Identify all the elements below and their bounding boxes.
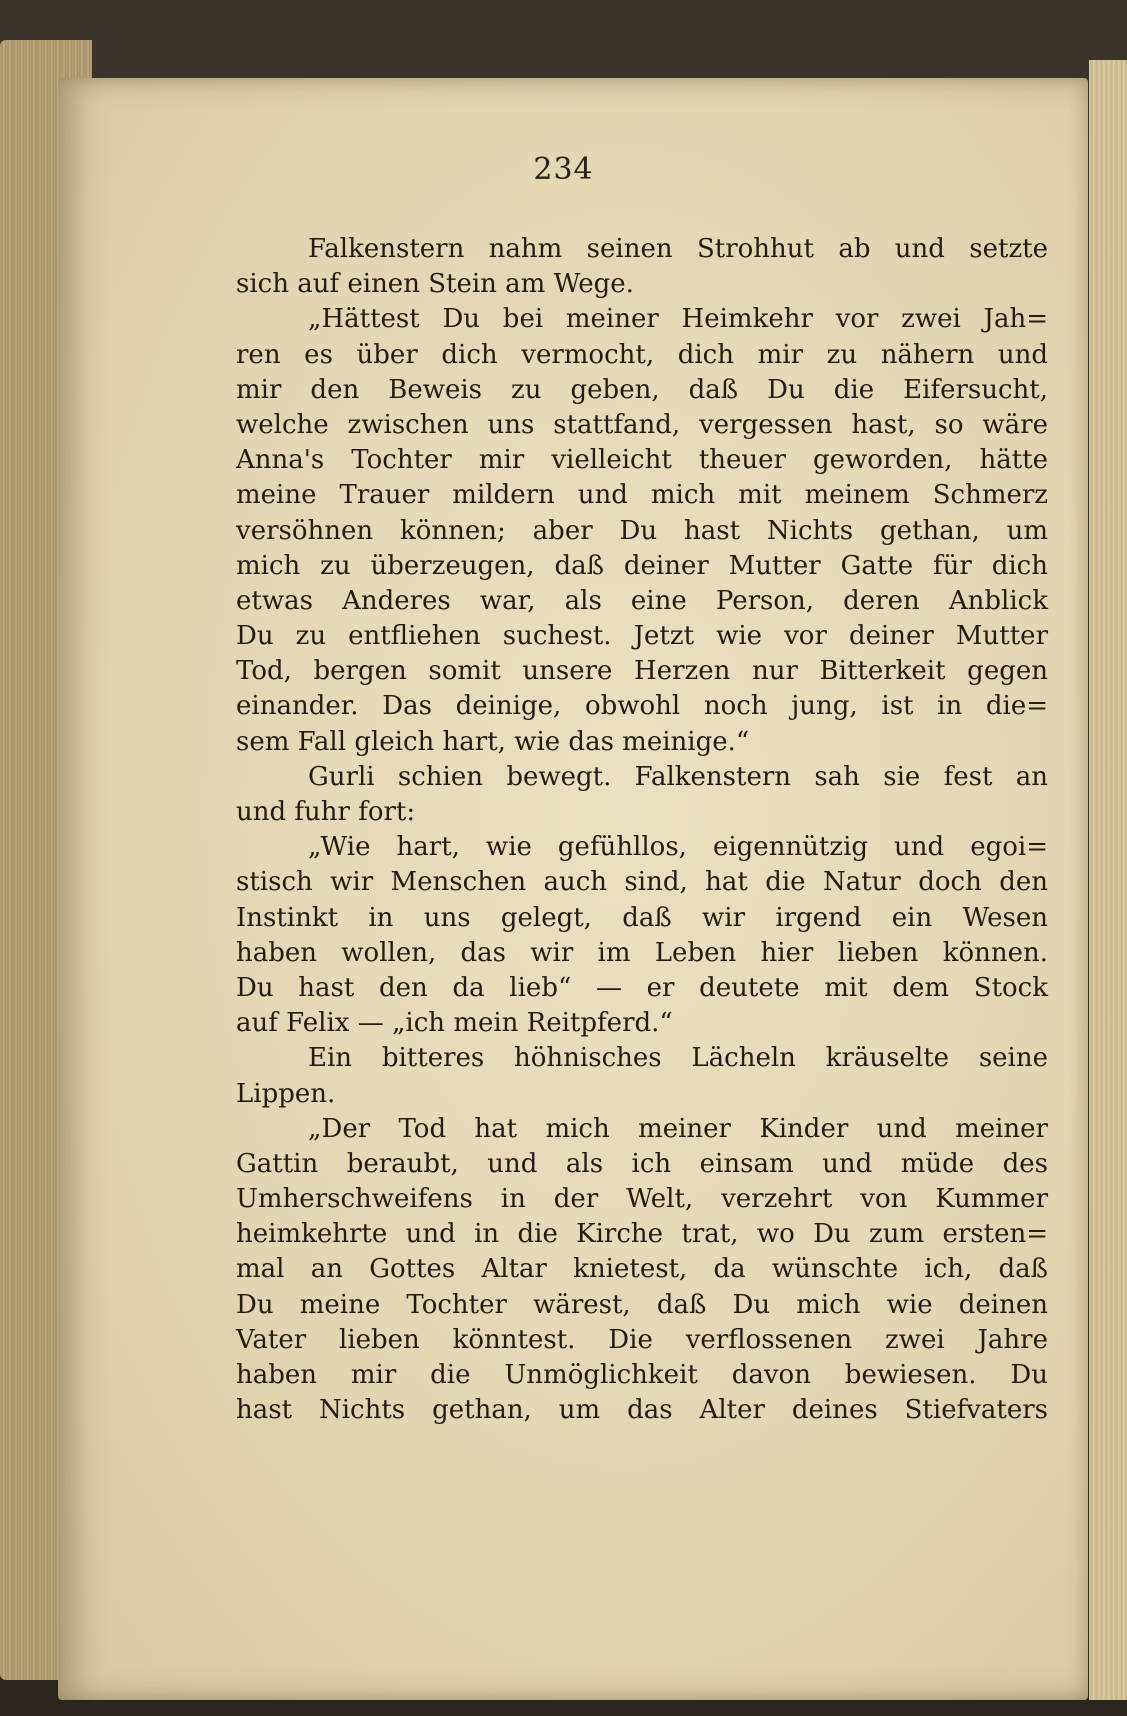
text-line: Tod, bergen somit unsere Herzen nur Bitterkeit gegen [236, 656, 1048, 687]
text-line: Anna's Tochter mir vielleicht theuer geworden, hätte [236, 445, 1048, 476]
text-line: meine Trauer mildern und mich mit meinem Schmerz [236, 480, 1048, 511]
right-page-edge [1089, 60, 1127, 1700]
text-line: etwas Anderes war, als eine Person, deren Anblick [236, 585, 1048, 616]
page-text-block [236, 232, 1048, 1428]
text-line: Falkenstern nahm seinen Strohhut ab und setzte [308, 234, 1048, 264]
text-line: Vater lieben könntest. Die verflossenen zwei Jahre [236, 1324, 1048, 1355]
text-line: versöhnen können; aber Du hast Nichts gethan, um [236, 515, 1048, 546]
text-line: mal an Gottes Altar knietest, da wünschte ich, daß [236, 1254, 1048, 1285]
text-line: Lippen. [236, 1078, 336, 1109]
text-line: heimkehrte und in die Kirche trat, wo Du zum ersten= [236, 1219, 1048, 1250]
text-line: Du hast den da lieb“ — er deutete mit dem Stock [236, 972, 1048, 1003]
text-line: sich auf einen Stein am Wege. [236, 269, 634, 300]
text-line: Du zu entfliehen suchest. Jetzt wie vor deiner Mutter [236, 621, 1048, 652]
text-line: und fuhr fort: [236, 797, 416, 827]
text-line: Umherschweifens in der Welt, verzehrt von Kummer [236, 1184, 1048, 1215]
text-line: einander. Das deinige, obwohl noch jung, ist in die= [236, 691, 1048, 722]
text-line: sem Fall gleich hart, wie das meinige.“ [236, 726, 750, 757]
text-line: „Wie hart, wie gefühllos, eigennützig und egoi= [308, 832, 1048, 863]
text-line: Instinkt in uns gelegt, daß wir irgend ein Wesen [236, 902, 1048, 933]
text-line: haben mir die Unmöglichkeit davon bewiesen. Du [236, 1360, 1048, 1390]
text-line: Gattin beraubt, und als ich einsam und müde des [236, 1148, 1048, 1179]
text-line: „Hättest Du bei meiner Heimkehr vor zwei Jah= [308, 304, 1048, 335]
text-line: hast Nichts gethan, um das Alter deines Stiefvaters [236, 1395, 1048, 1426]
text-line: Ein bitteres höhnisches Lächeln kräuselte seine [308, 1043, 1048, 1074]
text-line: mich zu überzeugen, daß deiner Mutter Gatte für dich [236, 550, 1048, 581]
text-line: „Der Tod hat mich meiner Kinder und meiner [308, 1113, 1048, 1144]
text-line: auf Felix — „ich mein Reitpferd.“ [236, 1008, 673, 1039]
page-number: 234 [533, 152, 594, 187]
text-line: stisch wir Menschen auch sind, hat die Natur doch den [236, 867, 1048, 898]
text-line: haben wollen, das wir im Leben hier lieben können. [236, 937, 1048, 968]
text-line: ren es über dich vermocht, dich mir zu nähern und [236, 339, 1048, 370]
text-line: Du meine Tochter wärest, daß Du mich wie deinen [236, 1289, 1048, 1320]
text-line: welche zwischen uns stattfand, vergessen hast, so wäre [236, 409, 1048, 440]
text-line: Gurli schien bewegt. Falkenstern sah sie fest an [308, 761, 1048, 792]
text-line: mir den Beweis zu geben, daß Du die Eifersucht, [236, 374, 1048, 405]
